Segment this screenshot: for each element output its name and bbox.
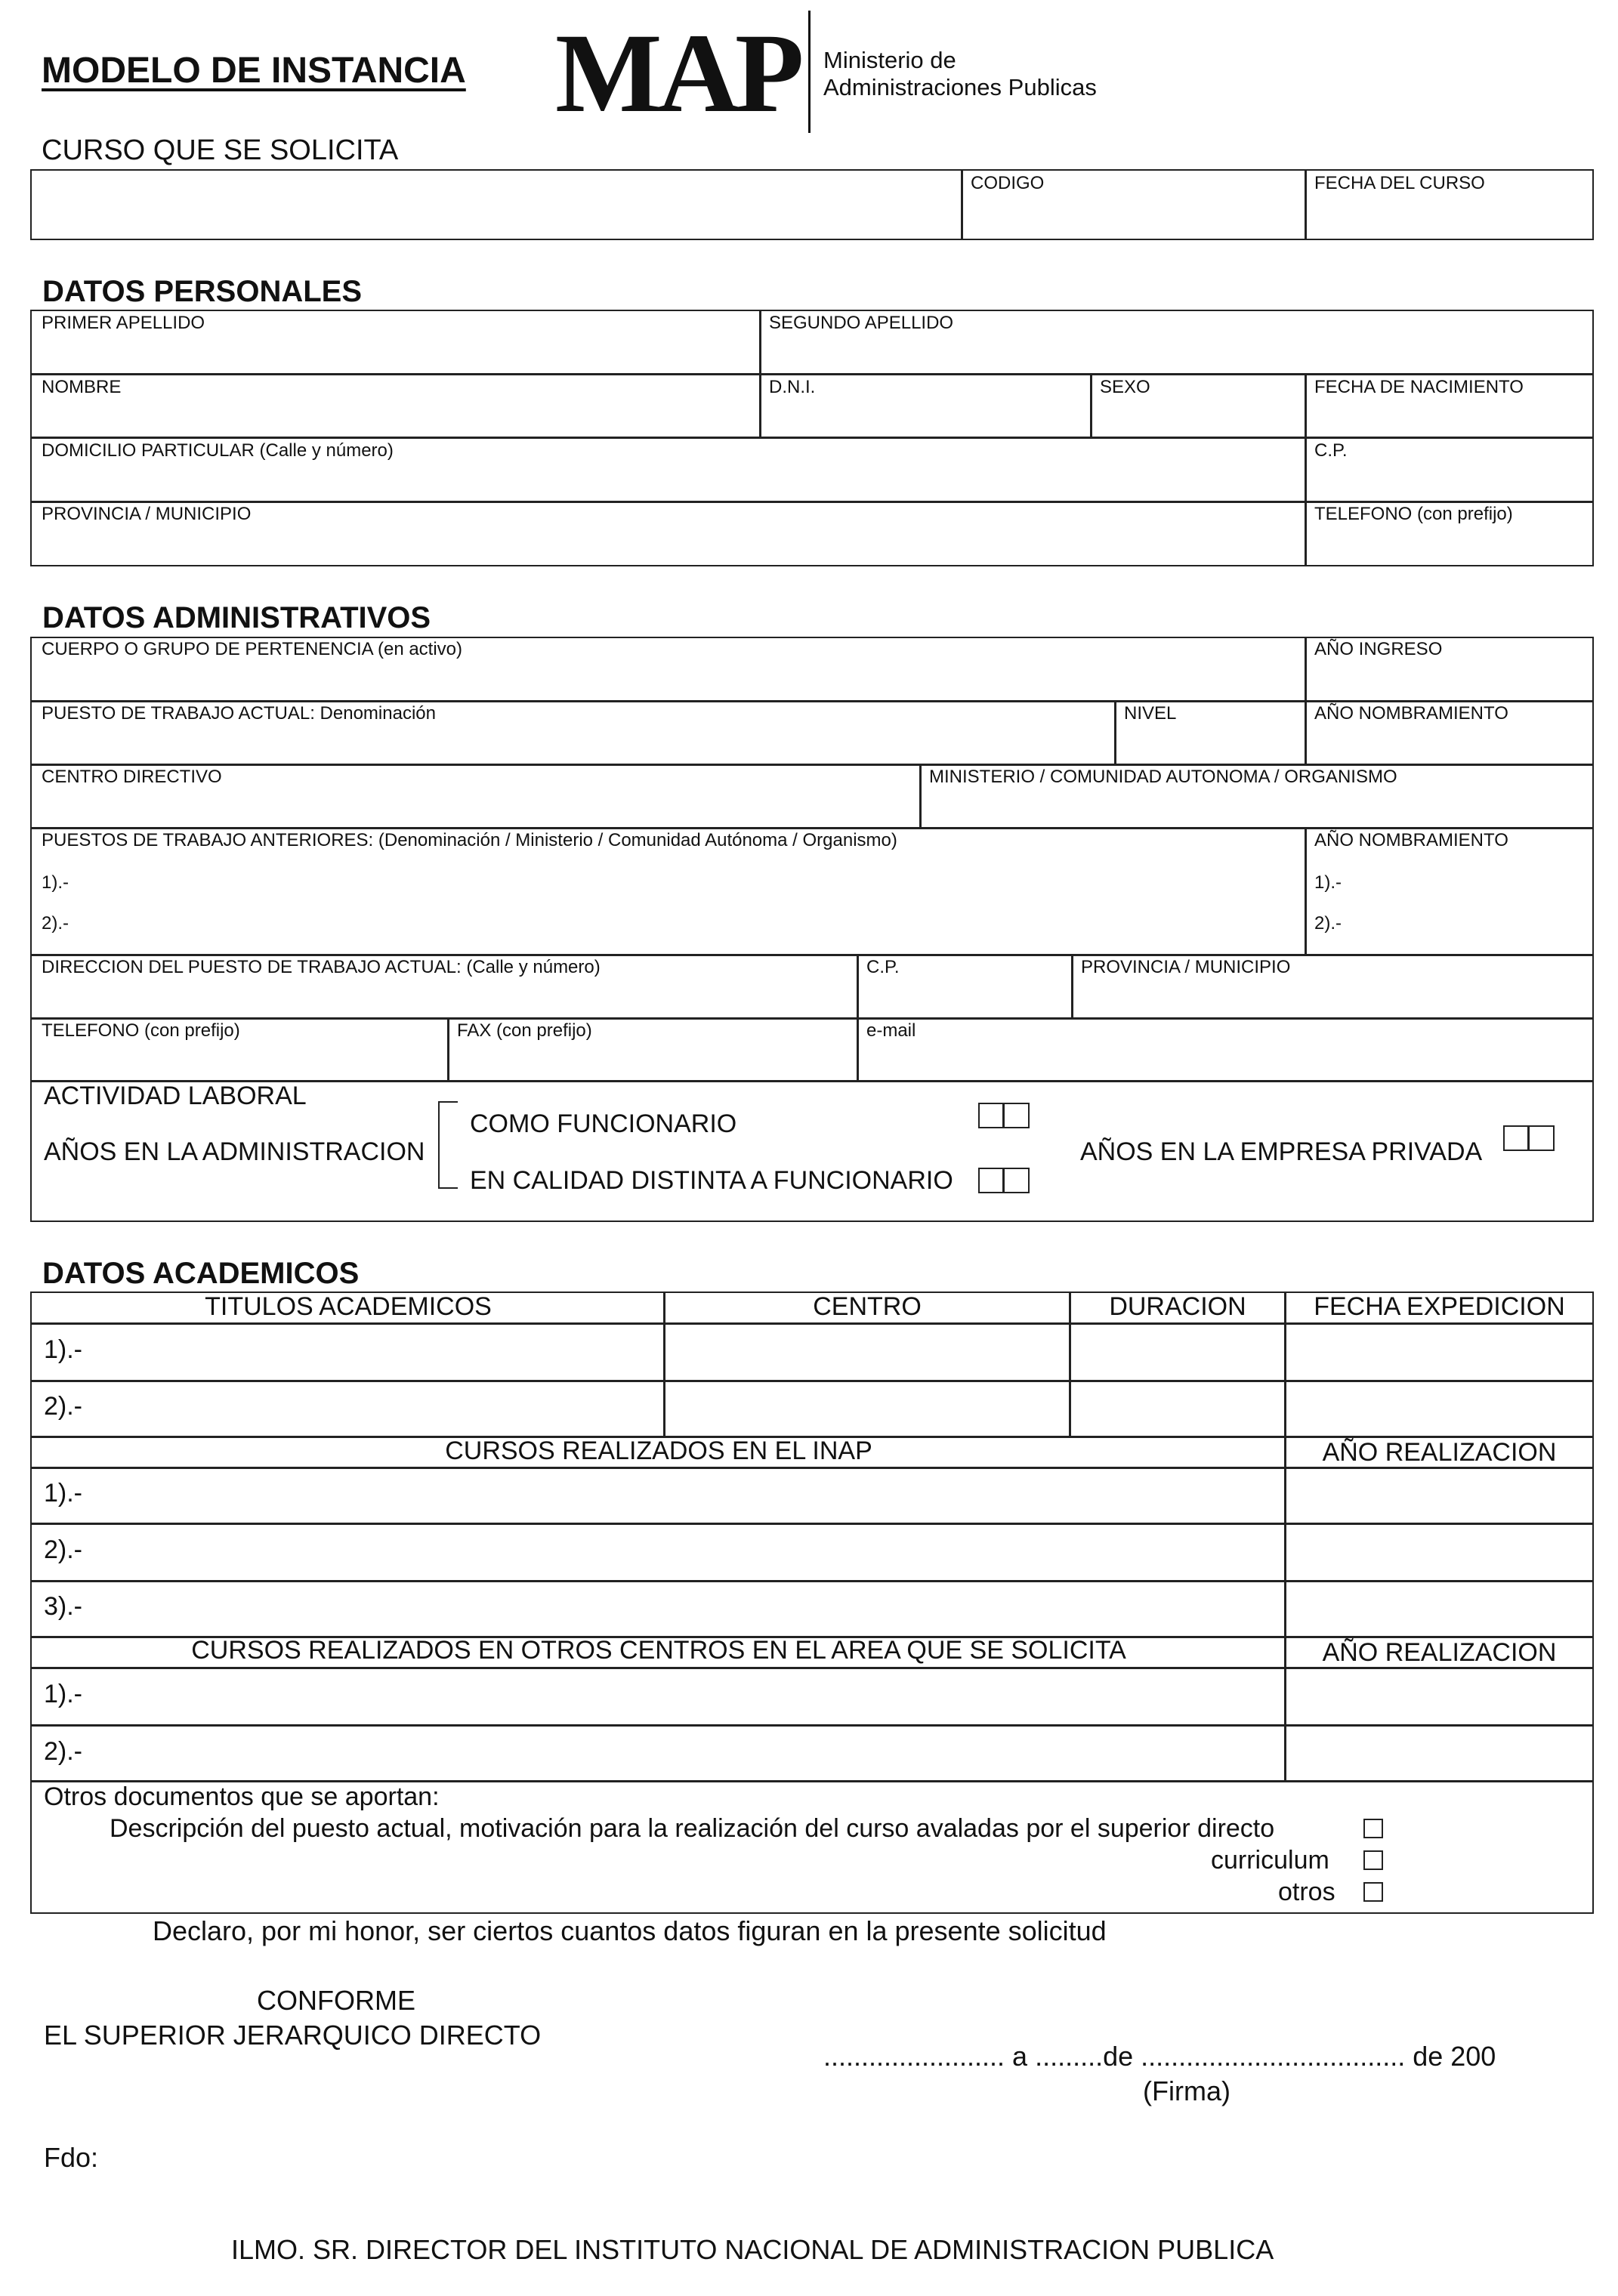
fecha-curso-label: FECHA DEL CURSO <box>1314 173 1485 193</box>
fecha-expedicion-header: FECHA EXPEDICION <box>1314 1292 1565 1321</box>
puesto-anterior-2-field[interactable] <box>83 906 1302 941</box>
codigo-label: CODIGO <box>971 173 1045 193</box>
ano-anterior-1-field[interactable] <box>1356 866 1591 900</box>
centro-directivo-label: CENTRO DIRECTIVO <box>42 767 222 787</box>
telefono-trabajo-field[interactable] <box>33 1042 444 1079</box>
telefono-trabajo-label: TELEFONO (con prefijo) <box>42 1020 240 1041</box>
otros-centros-header: CURSOS REALIZADOS EN OTROS CENTROS EN EL AREA QUE SE SOLICITA <box>191 1636 1126 1665</box>
ministerio-label: MINISTERIO / COMUNIDAD AUTONOMA / ORGANISMO <box>929 767 1397 787</box>
ano-realizacion-otros-header: AÑO REALIZACION <box>1322 1638 1557 1667</box>
actividad-laboral-label: ACTIVIDAD LABORAL <box>44 1082 307 1110</box>
puesto-actual-label: PUESTO DE TRABAJO ACTUAL: Denominación <box>42 703 436 724</box>
fecha-nacimiento-field[interactable] <box>1308 399 1591 435</box>
ano-ingreso-label: AÑO INGRESO <box>1314 639 1443 659</box>
duracion-1-field[interactable] <box>1072 1325 1281 1378</box>
fecha-expedicion-1-field[interactable] <box>1287 1325 1591 1378</box>
titulo-1-field[interactable] <box>91 1325 660 1378</box>
otros-documentos-label: Otros documentos que se aportan: <box>44 1782 440 1811</box>
email-field[interactable] <box>860 1042 1591 1079</box>
curso-inap-2-field[interactable] <box>91 1526 1281 1578</box>
ano-realizacion-inap-header: AÑO REALIZACION <box>1322 1438 1557 1467</box>
codigo-field[interactable] <box>964 195 1302 237</box>
duracion-header: DURACION <box>1109 1292 1246 1321</box>
curso-inap-3-field[interactable] <box>91 1583 1281 1634</box>
anos-empresa-privada-label: AÑOS EN LA EMPRESA PRIVADA <box>1080 1137 1483 1166</box>
ano-otros-1-field[interactable] <box>1287 1670 1591 1723</box>
titulos-header: TITULOS ACADEMICOS <box>205 1292 492 1321</box>
anos-administracion-label: AÑOS EN LA ADMINISTRACION <box>44 1137 425 1166</box>
declaracion-text: Declaro, por mi honor, ser ciertos cuantos datos figuran en la presente solicitud <box>153 1915 1107 1946</box>
fax-label: FAX (con prefijo) <box>457 1020 592 1041</box>
primer-apellido-field[interactable] <box>33 335 756 372</box>
puesto-anterior-1-label: 1).- <box>42 872 69 893</box>
curso-inap-1-field[interactable] <box>91 1470 1281 1521</box>
fdo-label: Fdo: <box>44 2142 99 2173</box>
cuerpo-field[interactable] <box>33 662 1302 698</box>
centro-header: CENTRO <box>813 1292 922 1321</box>
domicilio-field[interactable] <box>33 462 1302 498</box>
fecha-expedicion-2-field[interactable] <box>1287 1383 1591 1434</box>
superior-jerarquico-text: EL SUPERIOR JERARQUICO DIRECTO <box>44 2020 542 2051</box>
fecha-firma-line[interactable]: ........................ a .........de ................................... de 200 <box>823 2041 1496 2072</box>
ano-inap-1-field[interactable] <box>1287 1470 1591 1521</box>
curriculum-checkbox[interactable] <box>1363 1850 1383 1870</box>
puesto-anterior-1-field[interactable] <box>83 866 1302 900</box>
ministerio-field[interactable] <box>922 788 1591 825</box>
nivel-field[interactable] <box>1117 725 1302 761</box>
nivel-label: NIVEL <box>1124 703 1177 724</box>
sexo-field[interactable] <box>1093 399 1302 435</box>
cp-label: C.P. <box>1314 440 1348 461</box>
ano-nombramiento-anteriores-label: AÑO NOMBRAMIENTO <box>1314 830 1508 850</box>
ano-ingreso-field[interactable] <box>1308 662 1591 698</box>
titulo-row-2-label: 2).- <box>44 1392 82 1421</box>
descripcion-puesto-checkbox[interactable] <box>1363 1819 1383 1838</box>
director-text: ILMO. SR. DIRECTOR DEL INSTITUTO NACIONAL DE ADMINISTRACION PUBLICA <box>231 2234 1274 2265</box>
como-funcionario-label: COMO FUNCIONARIO <box>470 1109 737 1138</box>
datos-academicos-title: DATOS ACADEMICOS <box>42 1257 360 1290</box>
datos-personales-title: DATOS PERSONALES <box>42 275 363 308</box>
puestos-anteriores-label: PUESTOS DE TRABAJO ANTERIORES: (Denominación / Ministerio / Comunidad Autónoma / Organismo) <box>42 830 897 850</box>
calidad-distinta-label: EN CALIDAD DISTINTA A FUNCIONARIO <box>470 1166 953 1195</box>
otros-label: otros <box>1278 1878 1335 1906</box>
puesto-anterior-2-label: 2).- <box>42 913 69 934</box>
ano-inap-2-field[interactable] <box>1287 1526 1591 1578</box>
bracket-icon <box>438 1101 458 1189</box>
primer-apellido-label: PRIMER APELLIDO <box>42 313 205 333</box>
ano-anterior-1-label: 1).- <box>1314 872 1342 893</box>
puesto-actual-field[interactable] <box>33 725 1111 761</box>
otros-row-2-label: 2).- <box>44 1737 82 1766</box>
sexo-label: SEXO <box>1100 377 1150 397</box>
centro-2-field[interactable] <box>666 1383 1066 1434</box>
dni-field[interactable] <box>762 399 1087 435</box>
inap-row-3-label: 3).- <box>44 1592 82 1621</box>
titulo-row-1-label: 1).- <box>44 1335 82 1364</box>
inap-row-2-label: 2).- <box>44 1535 82 1564</box>
fecha-nacimiento-label: FECHA DE NACIMIENTO <box>1314 377 1524 397</box>
ano-anterior-2-field[interactable] <box>1356 906 1591 941</box>
ano-nombramiento-field[interactable] <box>1308 725 1591 761</box>
curso-otros-1-field[interactable] <box>91 1670 1281 1723</box>
empresa-privada-years-box[interactable] <box>1503 1125 1555 1151</box>
cp-field[interactable] <box>1308 462 1591 498</box>
direccion-trabajo-label: DIRECCION DEL PUESTO DE TRABAJO ACTUAL: (Calle y número) <box>42 957 601 977</box>
curriculum-label: curriculum <box>1211 1846 1329 1875</box>
nombre-label: NOMBRE <box>42 377 122 397</box>
fecha-curso-field[interactable] <box>1308 195 1591 237</box>
cursos-inap-header: CURSOS REALIZADOS EN EL INAP <box>445 1437 872 1465</box>
segundo-apellido-field[interactable] <box>762 335 1591 372</box>
provincia-trabajo-label: PROVINCIA / MUNICIPIO <box>1081 957 1291 977</box>
fax-field[interactable] <box>450 1042 854 1079</box>
como-funcionario-years-box[interactable] <box>978 1103 1030 1128</box>
curso-otros-2-field[interactable] <box>91 1727 1281 1779</box>
calidad-distinta-years-box[interactable] <box>978 1168 1030 1193</box>
firma-label: (Firma) <box>1143 2075 1230 2106</box>
otros-row-1-label: 1).- <box>44 1680 82 1708</box>
fdo-field[interactable] <box>113 2139 567 2174</box>
segundo-apellido-label: SEGUNDO APELLIDO <box>769 313 954 333</box>
provincia-label: PROVINCIA / MUNICIPIO <box>42 504 252 524</box>
form-title: MODELO DE INSTANCIA <box>42 51 466 91</box>
titulo-2-field[interactable] <box>91 1383 660 1434</box>
ano-otros-2-field[interactable] <box>1287 1727 1591 1779</box>
nombre-field[interactable] <box>33 399 756 435</box>
cuerpo-label: CUERPO O GRUPO DE PERTENENCIA (en activo) <box>42 639 463 659</box>
centro-1-field[interactable] <box>666 1325 1066 1378</box>
ano-anterior-2-label: 2).- <box>1314 913 1342 934</box>
duracion-2-field[interactable] <box>1072 1383 1281 1434</box>
provincia-trabajo-field[interactable] <box>1074 979 1591 1015</box>
ministry-name: Ministerio de Administraciones Publicas <box>823 47 1097 100</box>
email-label: e-mail <box>866 1020 916 1041</box>
otros-checkbox[interactable] <box>1363 1882 1383 1902</box>
cp-trabajo-field[interactable] <box>860 979 1068 1015</box>
curso-field[interactable] <box>33 195 958 237</box>
centro-directivo-field[interactable] <box>33 788 916 825</box>
curso-label: CURSO QUE SE SOLICITA <box>42 134 399 166</box>
telefono-field[interactable] <box>1308 526 1591 563</box>
dni-label: D.N.I. <box>769 377 816 397</box>
datos-administrativos-title: DATOS ADMINISTRATIVOS <box>42 601 431 634</box>
conforme-text: CONFORME <box>257 1985 415 2016</box>
provincia-field[interactable] <box>33 526 1302 563</box>
descripcion-puesto-label: Descripción del puesto actual, motivación para la realización del curso avaladas por el superior directo <box>110 1814 1275 1843</box>
inap-row-1-label: 1).- <box>44 1479 82 1508</box>
logo-divider <box>808 11 811 133</box>
map-logo: MAP <box>555 11 800 136</box>
direccion-trabajo-field[interactable] <box>33 979 854 1015</box>
cp-trabajo-label: C.P. <box>866 957 900 977</box>
telefono-label: TELEFONO (con prefijo) <box>1314 504 1513 524</box>
domicilio-label: DOMICILIO PARTICULAR (Calle y número) <box>42 440 394 461</box>
ano-nombramiento-label: AÑO NOMBRAMIENTO <box>1314 703 1508 724</box>
ano-inap-3-field[interactable] <box>1287 1583 1591 1634</box>
